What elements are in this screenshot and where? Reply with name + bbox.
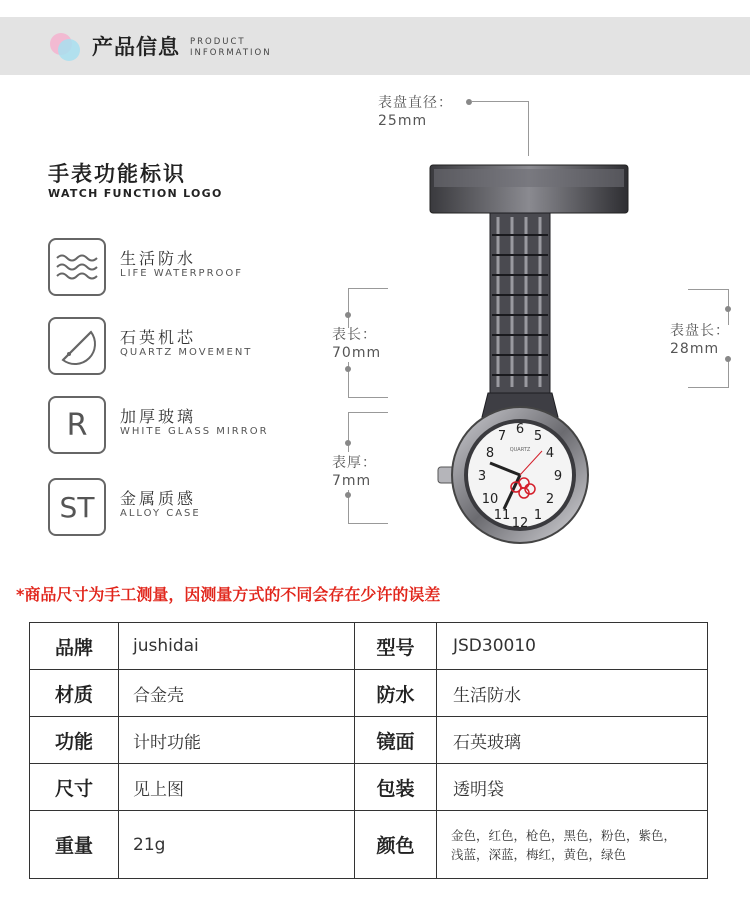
alloy-st-icon: ST [48,478,106,536]
svg-text:3: 3 [477,469,487,484]
spec-value: 生活防水 [437,670,708,717]
length-annotation: 表长： 70mm [332,327,382,361]
table-row [30,717,708,764]
feature-label-en: WHITE GLASS MIRROR [120,426,269,437]
section-title: 产品信息 [92,35,180,59]
svg-text:8: 8 [485,446,495,461]
spec-key: 品牌 [30,623,119,670]
waves-icon [48,238,106,296]
glass-r-icon: R [48,396,106,454]
feature-quartz [48,317,348,375]
feature-label-cn: 石英机芯 [120,328,197,347]
feature-label-en: ALLOY CASE [120,508,201,519]
svg-text:11: 11 [493,508,511,523]
spec-value: 合金壳 [119,670,355,717]
table-row [30,623,708,670]
feature-glass [48,396,348,454]
spec-key: 材质 [30,670,119,717]
svg-text:9: 9 [553,469,563,484]
table-row [30,670,708,717]
quartz-icon [48,317,106,375]
table-row [30,764,708,811]
spec-value-colors: 金色，红色，枪色，黑色，粉色，紫色， 浅蓝，深蓝，梅红，黄色，绿色 [437,811,708,879]
section-subtitle: PRODUCT INFORMATION [190,37,272,58]
spec-key: 型号 [355,623,437,670]
spec-value: 计时功能 [119,717,355,764]
svg-text:6: 6 [515,422,525,437]
spec-value: jushidai [119,623,355,670]
spec-key: 尺寸 [30,764,119,811]
spec-value: 见上图 [119,764,355,811]
watch-image [420,155,670,555]
feature-label-cn: 加厚玻璃 [120,407,197,426]
thickness-annotation: 表厚： 7mm [332,455,377,489]
spec-key: 包装 [355,764,437,811]
spec-value: 透明袋 [437,764,708,811]
svg-text:QUARTZ: QUARTZ [509,447,531,453]
svg-text:4: 4 [545,446,555,461]
spec-value: 21g [119,811,355,879]
svg-text:7: 7 [497,429,507,444]
section-header [0,17,750,75]
feature-label-cn: 生活防水 [120,249,197,268]
svg-text:2: 2 [545,492,555,507]
table-row [30,811,708,879]
spec-value: 石英玻璃 [437,717,708,764]
measurement-notice: *商品尺寸为手工测量，因测量方式的不同会存在少许的误差 [16,585,441,604]
spec-value: JSD30010 [437,623,708,670]
feature-waterproof [48,238,348,296]
feature-alloy [48,478,348,536]
brand-logo [50,33,80,61]
svg-text:10: 10 [481,492,499,507]
svg-text:1: 1 [533,508,543,523]
spec-key: 防水 [355,670,437,717]
svg-text:12: 12 [511,516,529,531]
feature-label-en: LIFE WATERPROOF [120,268,244,279]
spec-key: 功能 [30,717,119,764]
dial-length-annotation: 表盘长： 28mm [670,323,730,357]
svg-text:5: 5 [533,429,543,444]
spec-table [29,622,708,879]
feature-label-cn: 金属质感 [120,489,197,508]
feature-label-en: QUARTZ MOVEMENT [120,347,253,358]
spec-key: 颜色 [355,811,437,879]
function-subtitle: WATCH FUNCTION LOGO [48,187,223,200]
spec-key: 重量 [30,811,119,879]
dial-diameter-annotation: 表盘直径： 25mm [378,95,453,129]
spec-key: 镜面 [355,717,437,764]
function-title: 手表功能标识 [48,162,186,186]
